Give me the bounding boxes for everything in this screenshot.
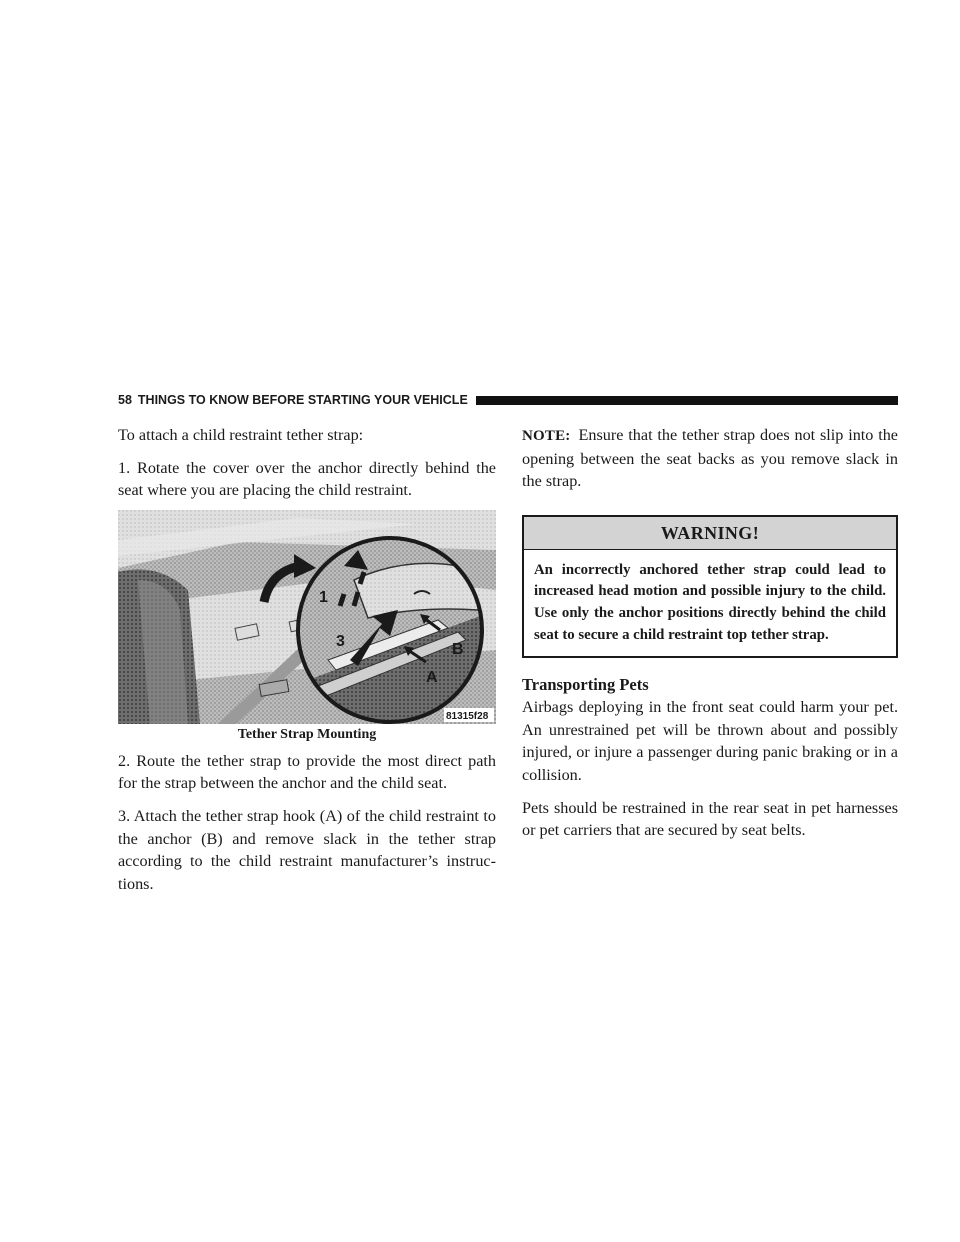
tether-strap-figure: [118, 510, 496, 724]
step-2: 2. Route the tether strap to provide the most direct path for the strap between the anchor and the child seat.: [118, 751, 496, 793]
callout-a: A: [426, 668, 438, 686]
pets-paragraph-2: Pets should be restrained in the rear seat in pet harnesses or pet carriers that are secured by seat belts.: [522, 798, 898, 840]
page-header: [118, 392, 898, 408]
left-column: [118, 424, 496, 895]
right-column: [522, 424, 898, 842]
callout-1: 1: [319, 588, 328, 606]
step-3: 3. Attach the tether strap hook (A) of the child restraint to the anchor (B) and remove slack in the tether strap according to the child restraint manufacturer’s instruc-tions.: [118, 806, 496, 893]
pets-paragraph-1: Airbags deploying in the front seat could harm your pet. An unrestrained pet will be thrown about and possibly injured, or injure a passenger during panic braking or in a collision.: [522, 698, 898, 784]
warning-body: An incorrectly anchored tether strap could lead to increased head motion and possible injury to the child. Use only the anchor positions directly behind the child seat to secure a child restraint top tether strap.: [534, 561, 886, 643]
callout-3: 3: [336, 632, 345, 650]
warning-box: [522, 515, 898, 658]
callout-b: B: [452, 640, 464, 658]
chapter-title: THINGS TO KNOW BEFORE STARTING YOUR VEHICLE: [137, 393, 468, 407]
note-paragraph: [522, 424, 898, 493]
image-code: 81315f28: [446, 710, 489, 722]
tether-strap-illustration: [118, 510, 496, 724]
page-number: 58: [118, 393, 132, 407]
note-text: Ensure that the tether strap does not slip into the opening between the seat backs as you remove slack in the strap.: [522, 426, 898, 491]
step-1: 1. Rotate the cover over the anchor directly behind the seat where you are placing the child restraint.: [118, 458, 496, 500]
intro-paragraph: To attach a child restraint tether strap:: [118, 426, 364, 444]
warning-title: WARNING!: [524, 517, 896, 550]
header-rule: [476, 396, 898, 405]
figure-caption: Tether Strap Mounting: [237, 726, 377, 742]
section-title: Transporting Pets: [522, 675, 649, 695]
note-label: NOTE:: [522, 428, 571, 444]
